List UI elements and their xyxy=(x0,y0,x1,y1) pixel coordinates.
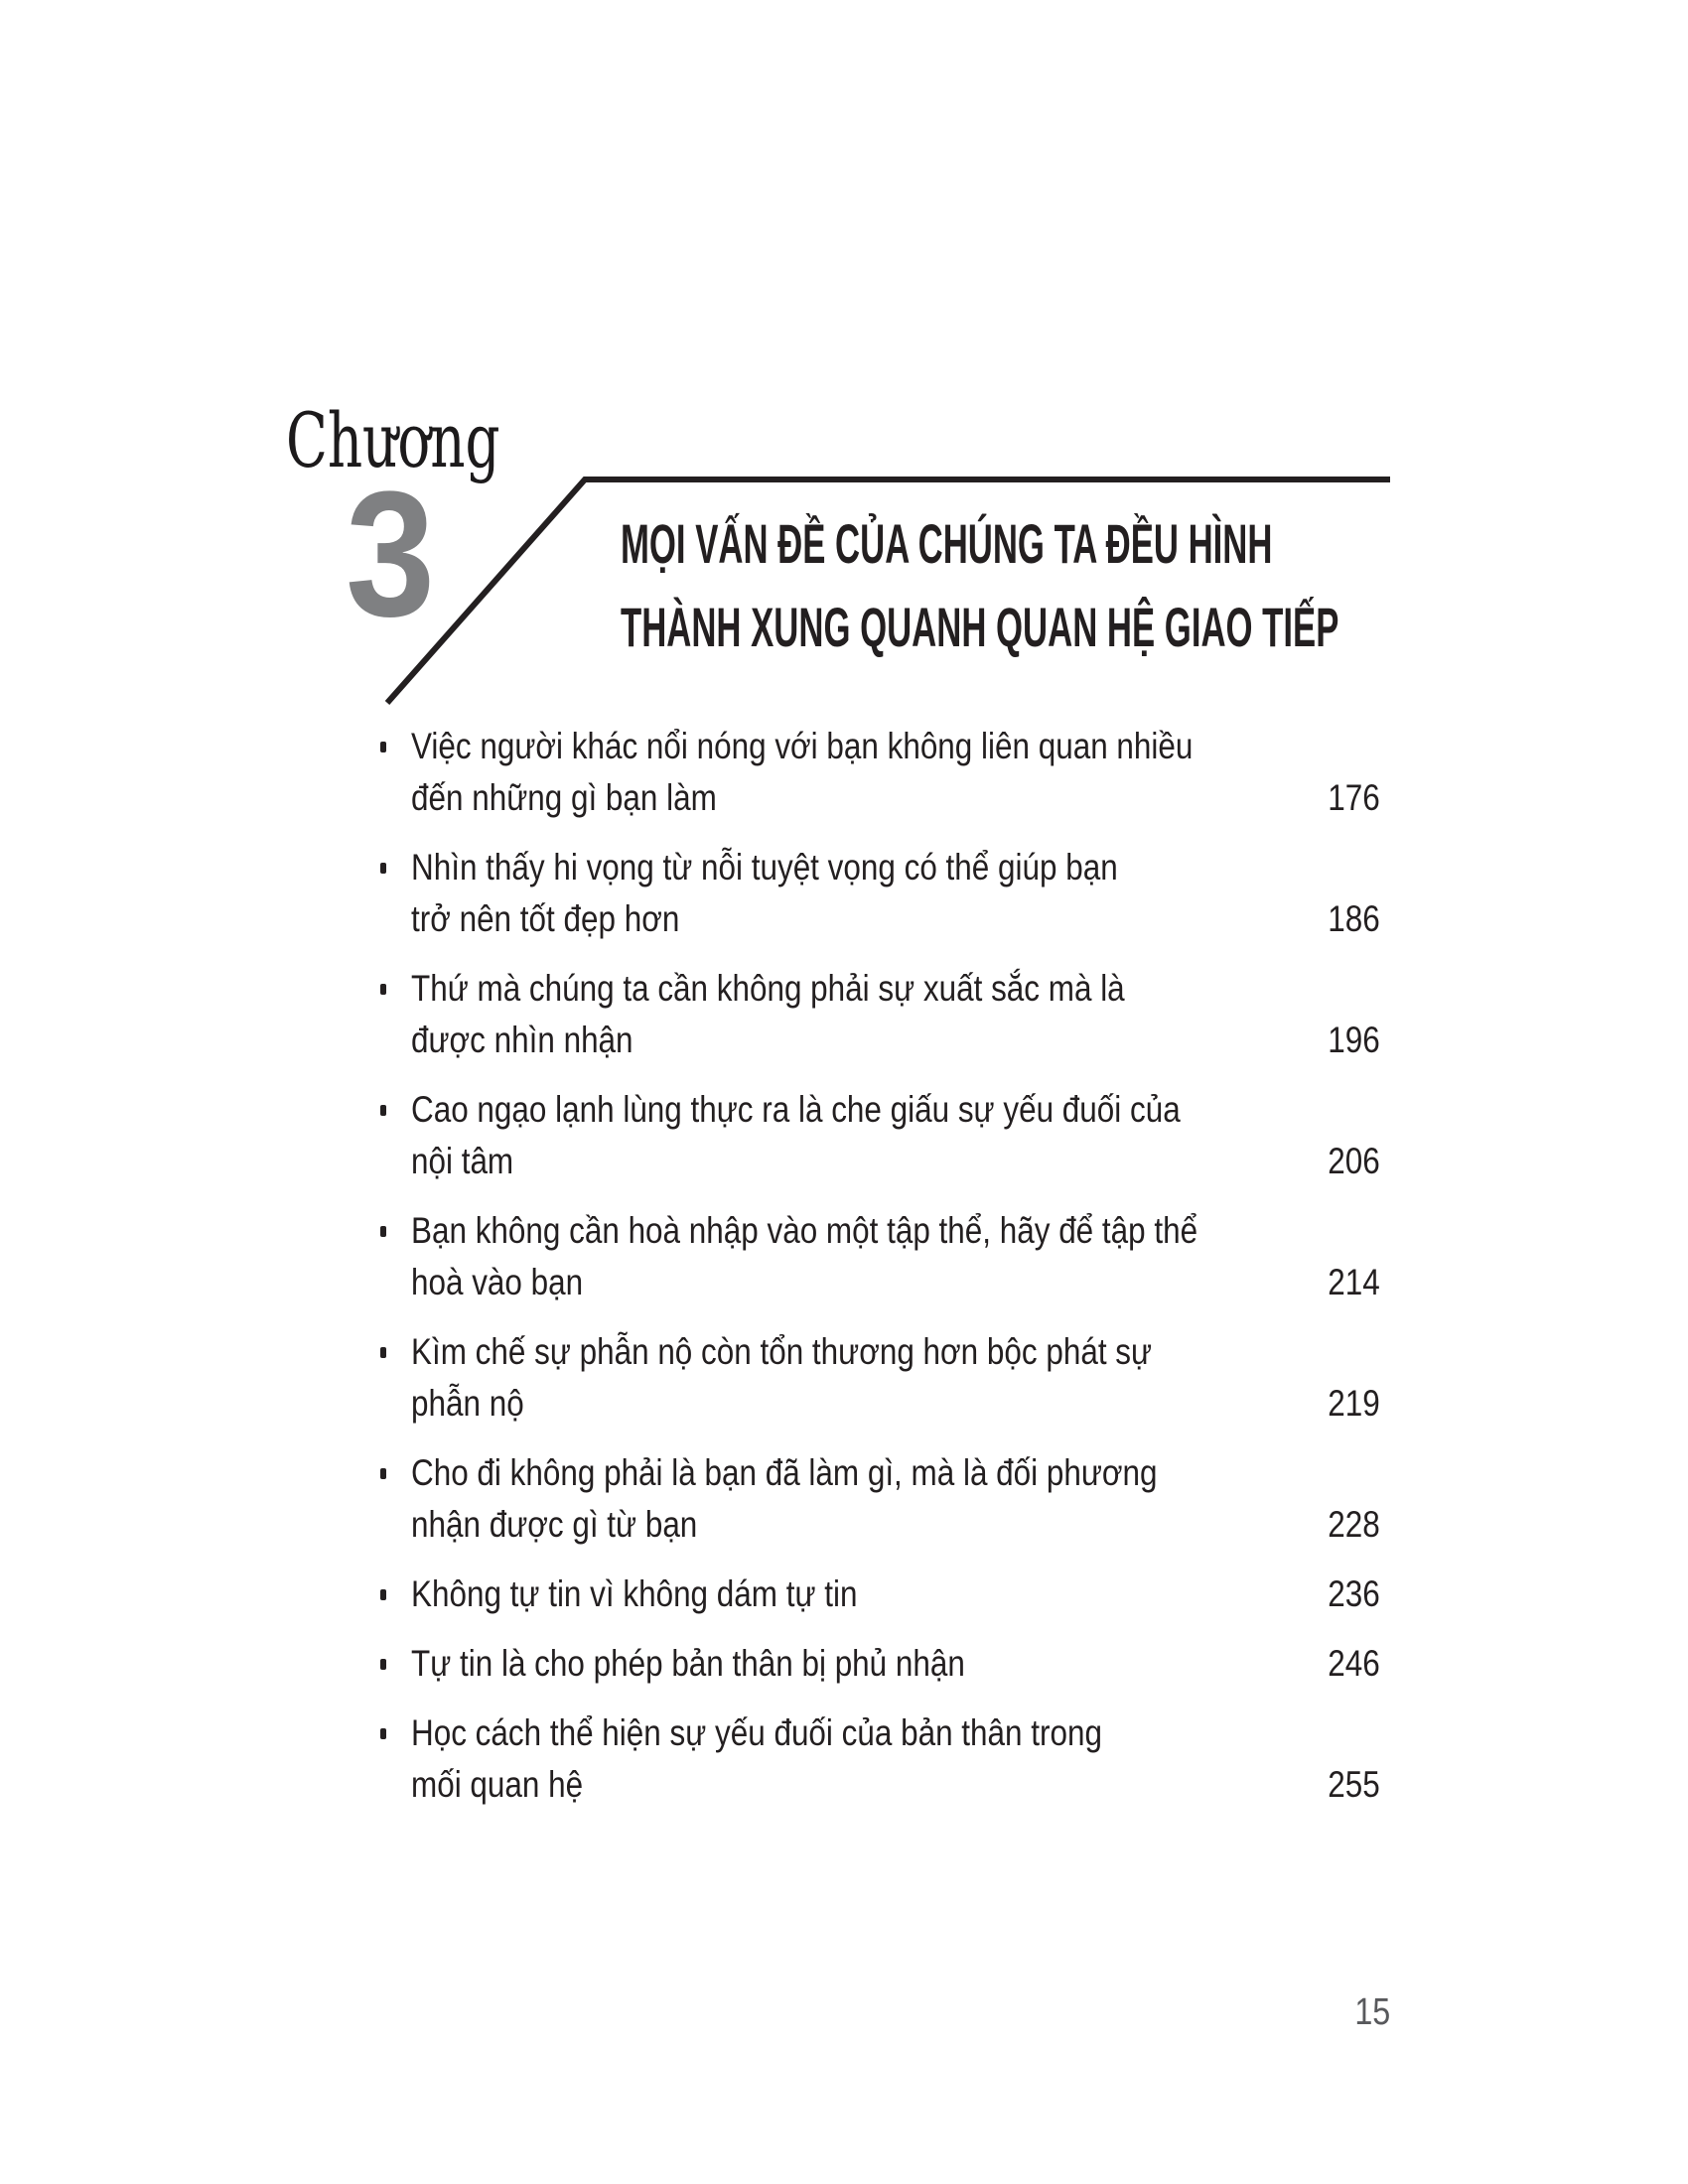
bullet-icon xyxy=(380,1205,411,1308)
toc-entry-text: Cao ngạo lạnh lùng thực ra là che giấu sự yếu đuối của nội tâm xyxy=(411,1089,1181,1181)
chapter-title-text-2: THÀNH XUNG QUANH QUAN HỆ GIAO TIẾP xyxy=(621,596,1339,658)
toc-entry-text: Không tự tin vì không dám tự tin xyxy=(411,1573,858,1614)
toc-entry-text: Học cách thể hiện sự yếu đuối của bản thân trong mối quan hệ xyxy=(411,1712,1102,1805)
bullet-icon xyxy=(380,963,411,1066)
footer-page-number: 15 xyxy=(1354,1991,1390,2033)
toc-page-number: 206 xyxy=(1328,1141,1380,1181)
toc-page-number: 196 xyxy=(1328,1020,1380,1060)
toc-item xyxy=(380,963,1380,1066)
chapter-title xyxy=(621,512,1514,658)
toc-item xyxy=(380,721,1380,824)
toc-item xyxy=(380,1638,1380,1690)
toc-entry-text: Nhìn thấy hi vọng từ nỗi tuyệt vọng có thể giúp bạn trở nên tốt đẹp hơn xyxy=(411,847,1118,939)
bullet-icon xyxy=(380,842,411,945)
toc-entry-text: Bạn không cần hoà nhập vào một tập thể, hãy để tập thể hoà vào bạn xyxy=(411,1210,1198,1302)
toc-item xyxy=(380,842,1380,945)
toc-entry-text: Tự tin là cho phép bản thân bị phủ nhận xyxy=(411,1643,965,1684)
bullet-icon xyxy=(380,1569,411,1620)
toc-entry-text: Thứ mà chúng ta cần không phải sự xuất sắc mà là được nhìn nhận xyxy=(411,968,1125,1060)
toc-item xyxy=(380,1569,1380,1620)
bullet-icon xyxy=(380,1447,411,1551)
toc-entry-text: Việc người khác nổi nóng với bạn không liên quan nhiều đến những gì bạn làm xyxy=(411,726,1194,818)
chapter-title-line-1 xyxy=(621,512,1514,575)
toc-entry-text: Cho đi không phải là bạn đã làm gì, mà là đối phương nhận được gì từ bạn xyxy=(411,1452,1158,1545)
toc-entry-text: Kìm chế sự phẫn nộ còn tổn thương hơn bộc phát sự phẫn nộ xyxy=(411,1331,1153,1424)
bullet-icon xyxy=(380,1326,411,1430)
toc-page-number: 255 xyxy=(1328,1764,1380,1805)
chapter-title-line-2 xyxy=(621,596,1514,658)
toc-page-number: 228 xyxy=(1328,1504,1380,1545)
bullet-icon xyxy=(380,1707,411,1811)
bullet-icon xyxy=(380,721,411,824)
toc-item xyxy=(380,1205,1380,1308)
bullet-icon xyxy=(380,1084,411,1187)
toc-page-number: 236 xyxy=(1328,1573,1380,1614)
chapter-label: Chương xyxy=(286,396,500,484)
toc-page-number: 219 xyxy=(1328,1383,1380,1424)
toc-list xyxy=(380,721,1380,1829)
toc-item xyxy=(380,1447,1380,1551)
toc-item xyxy=(380,1707,1380,1811)
toc-page-number: 214 xyxy=(1328,1262,1380,1302)
chapter-title-text-1: MỌI VẤN ĐỀ CỦA CHÚNG TA ĐỀU HÌNH xyxy=(621,512,1273,575)
toc-item xyxy=(380,1326,1380,1430)
toc-item xyxy=(380,1084,1380,1187)
toc-page-number: 186 xyxy=(1328,898,1380,939)
toc-page-number: 176 xyxy=(1328,777,1380,818)
bullet-icon xyxy=(380,1638,411,1690)
chapter-number: 3 xyxy=(346,455,436,654)
toc-page-number: 246 xyxy=(1328,1643,1380,1684)
